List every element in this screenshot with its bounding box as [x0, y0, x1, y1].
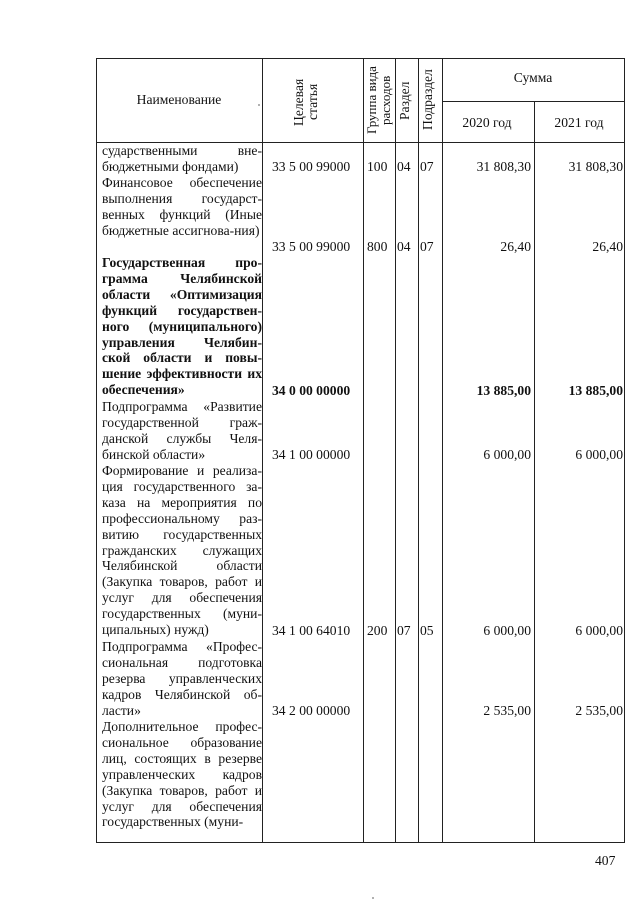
row-sum-2020: 2 535,00	[483, 703, 531, 718]
col-divider	[363, 59, 364, 842]
row-target-code: 34 1 00 00000	[272, 447, 351, 462]
header-target: Целевая статья	[291, 78, 320, 126]
scan-speck	[372, 897, 374, 899]
row-name: Финансовое обеспечение выполнения государст-венных функций (Иные бюджетные ассигнова-ния)	[102, 175, 262, 238]
row-group: 800	[367, 239, 388, 254]
col-divider	[418, 59, 419, 842]
row-name: Формирование и реализа-ция государственного за-каза на мероприятия по профессиональному раз-витию государственных гражданских служащих Челябинской области (Закупка товаров, работ и услуг для обеспечения государственных (муни-ципальных) нужд)	[102, 463, 262, 638]
row-sum-2020: 6 000,00	[483, 447, 531, 462]
row-target-code: 34 0 00 00000	[272, 383, 351, 398]
row-sum-2021: 26,40	[592, 239, 623, 254]
row-subsection: 07	[420, 159, 434, 174]
row-sum-2020: 13 885,00	[476, 383, 531, 398]
row-subsection: 05	[420, 623, 434, 638]
row-section: 07	[397, 623, 411, 638]
row-sum-2021: 6 000,00	[575, 447, 623, 462]
header-year-2020: 2020 год	[462, 115, 512, 130]
page-number: 407	[595, 853, 616, 868]
row-sum-2021: 31 808,30	[568, 159, 623, 174]
row-target-code: 34 2 00 00000	[272, 703, 351, 718]
header-subsection: Подраздел	[420, 69, 435, 131]
scan-speck	[258, 104, 260, 106]
col-divider	[534, 101, 535, 842]
row-sum-2021: 2 535,00	[575, 703, 623, 718]
row-name: Дополнительное профес-сиональное образование лиц, состоящих в резерве управленческих кадров (Закупка товаров, работ и услуг для обеспечения государственных (муни-	[102, 719, 262, 830]
row-target-code: 33 5 00 99000	[272, 159, 351, 174]
header-year-2021: 2021 год	[554, 115, 604, 130]
row-subsection: 07	[420, 239, 434, 254]
header-section: Раздел	[397, 81, 412, 121]
row-sum-2020: 31 808,30	[476, 159, 531, 174]
row-sum-2021: 13 885,00	[568, 383, 623, 398]
row-target-code: 33 5 00 99000	[272, 239, 351, 254]
header-sum: Сумма	[513, 70, 553, 85]
row-sum-2021: 6 000,00	[575, 623, 623, 638]
row-name: Подпрограмма «Профес-сиональная подготовка резерва управленческих кадров Челябинской об-ласти»	[102, 639, 262, 718]
header-name: Наименование	[136, 92, 222, 107]
row-section: 04	[397, 159, 411, 174]
col-divider	[395, 59, 396, 842]
row-name: Подпрограмма «Развитие государственной граж-данской службы Челя-бинской области»	[102, 399, 262, 462]
row-divider	[442, 101, 624, 102]
row-group: 200	[367, 623, 388, 638]
col-divider	[262, 59, 263, 842]
row-target-code: 34 1 00 64010	[272, 623, 351, 638]
row-sum-2020: 6 000,00	[483, 623, 531, 638]
row-section: 04	[397, 239, 411, 254]
row-sum-2020: 26,40	[500, 239, 531, 254]
row-group: 100	[367, 159, 388, 174]
header-group: Группа вида расходов	[364, 66, 393, 134]
row-name: Государственная про-грамма Челябинской области «Оптимизация функций государствен-ного (муниципального) управления Челябин-ской области и повы-шение эффективности их обеспечения»	[102, 255, 262, 398]
row-name: сударственными вне-бюджетными фондами)	[102, 143, 262, 174]
